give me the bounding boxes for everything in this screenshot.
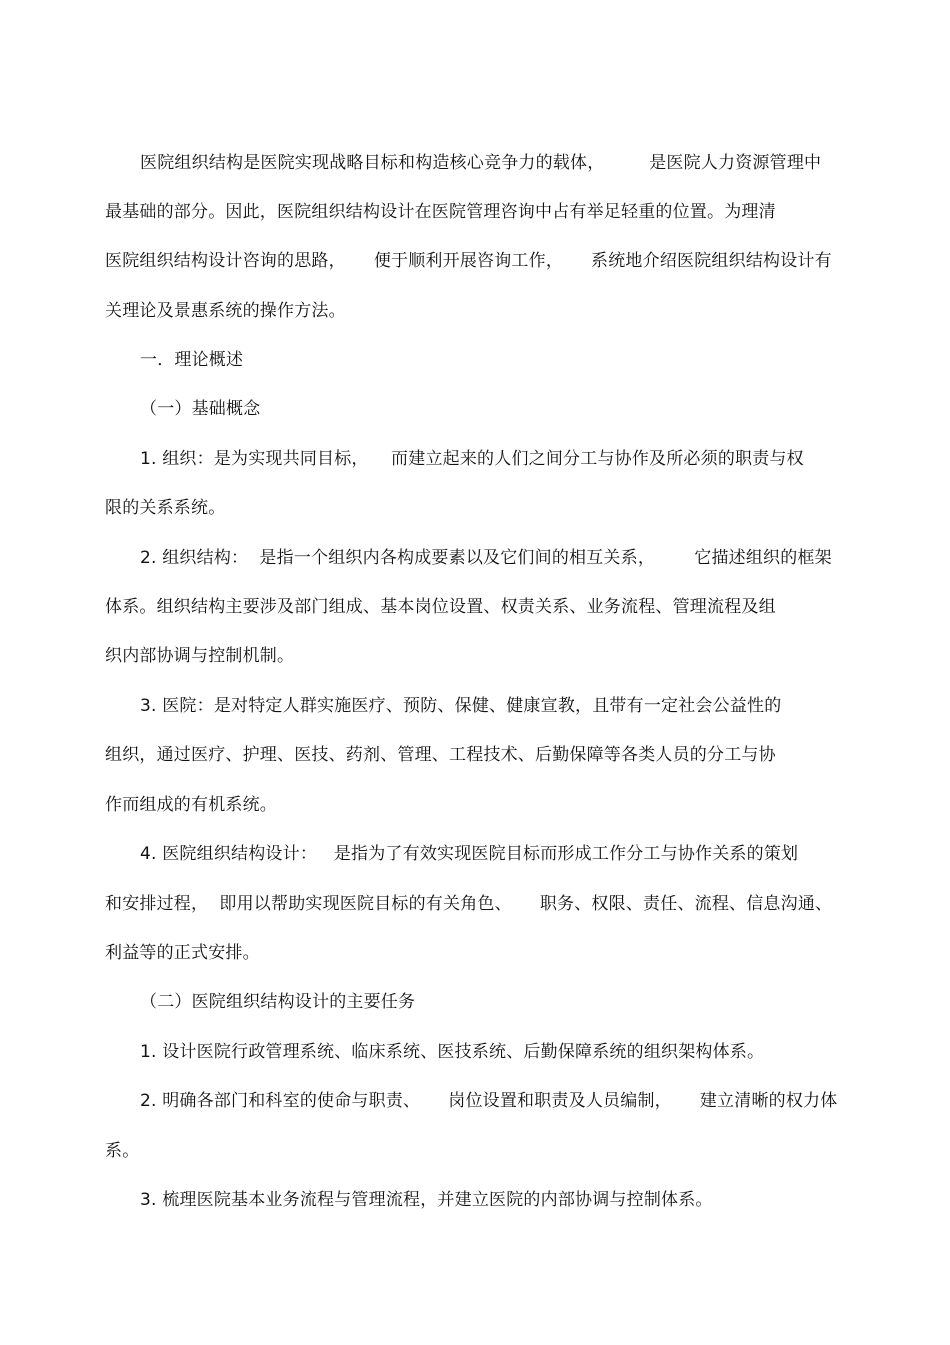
subsection-heading-2: （二）医院组织结构设计的主要任务 [140, 992, 416, 1012]
item-1-line-1: 1. 组织：是为实现共同目标， 而建立起来的人们之间分工与协作及所必须的职责与权 [140, 449, 804, 469]
subsection-heading-1: （一）基础概念 [140, 399, 261, 419]
task-2-line-1: 2. 明确各部门和科室的使命与职责、 岗位设置和职责及人员编制， 建立清晰的权力体 [140, 1091, 838, 1111]
intro-line-1: 医院组织结构是医院实现战略目标和构造核心竞争力的载体， 是医院人力资源管理中 [140, 153, 822, 173]
item-2-line-2: 体系。组织结构主要涉及部门组成、基本岗位设置、权责关系、业务流程、管理流程及组 [105, 597, 776, 617]
item-3-line-3: 作而组成的有机系统。 [105, 795, 277, 815]
intro-line-2: 最基础的部分。因此，医院组织结构设计在医院管理咨询中占有举足轻重的位置。为理清 [105, 202, 776, 222]
item-4-line-1: 4. 医院组织结构设计： 是指为了有效实现医院目标而形成工作分工与协作关系的策划 [140, 844, 799, 864]
intro-line-3: 医院组织结构设计咨询的思路， 便于顺利开展咨询工作， 系统地介绍医院组织结构设计有 [105, 251, 832, 271]
item-3-line-1: 3. 医院：是对特定人群实施医疗、预防、保健、健康宣教，且带有一定社会公益性的 [140, 696, 782, 716]
task-1-line-1: 1. 设计医院行政管理系统、临床系统、医技系统、后勤保障系统的组织架构体系。 [140, 1042, 765, 1062]
item-2-line-1: 2. 组织结构： 是指一个组织内各构成要素以及它们间的相互关系， 它描述组织的框架 [140, 548, 832, 568]
intro-line-4: 关理论及景惠系统的操作方法。 [105, 301, 346, 321]
task-3-line-1: 3. 梳理医院基本业务流程与管理流程，并建立医院的内部协调与控制体系。 [140, 1190, 713, 1210]
item-3-line-2: 组织，通过医疗、护理、医技、药剂、管理、工程技术、后勤保障等各类人员的分工与协 [105, 745, 776, 765]
section-heading-1: 一．理论概述 [140, 350, 244, 370]
task-2-line-2: 系。 [105, 1141, 140, 1161]
item-4-line-3: 利益等的正式安排。 [105, 943, 260, 963]
item-1-line-2: 限的关系系统。 [105, 498, 226, 518]
item-2-line-3: 织内部协调与控制机制。 [105, 646, 295, 666]
item-4-line-2: 和安排过程， 即用以帮助实现医院目标的有关角色、 职务、权限、责任、流程、信息沟通、 [105, 894, 833, 914]
